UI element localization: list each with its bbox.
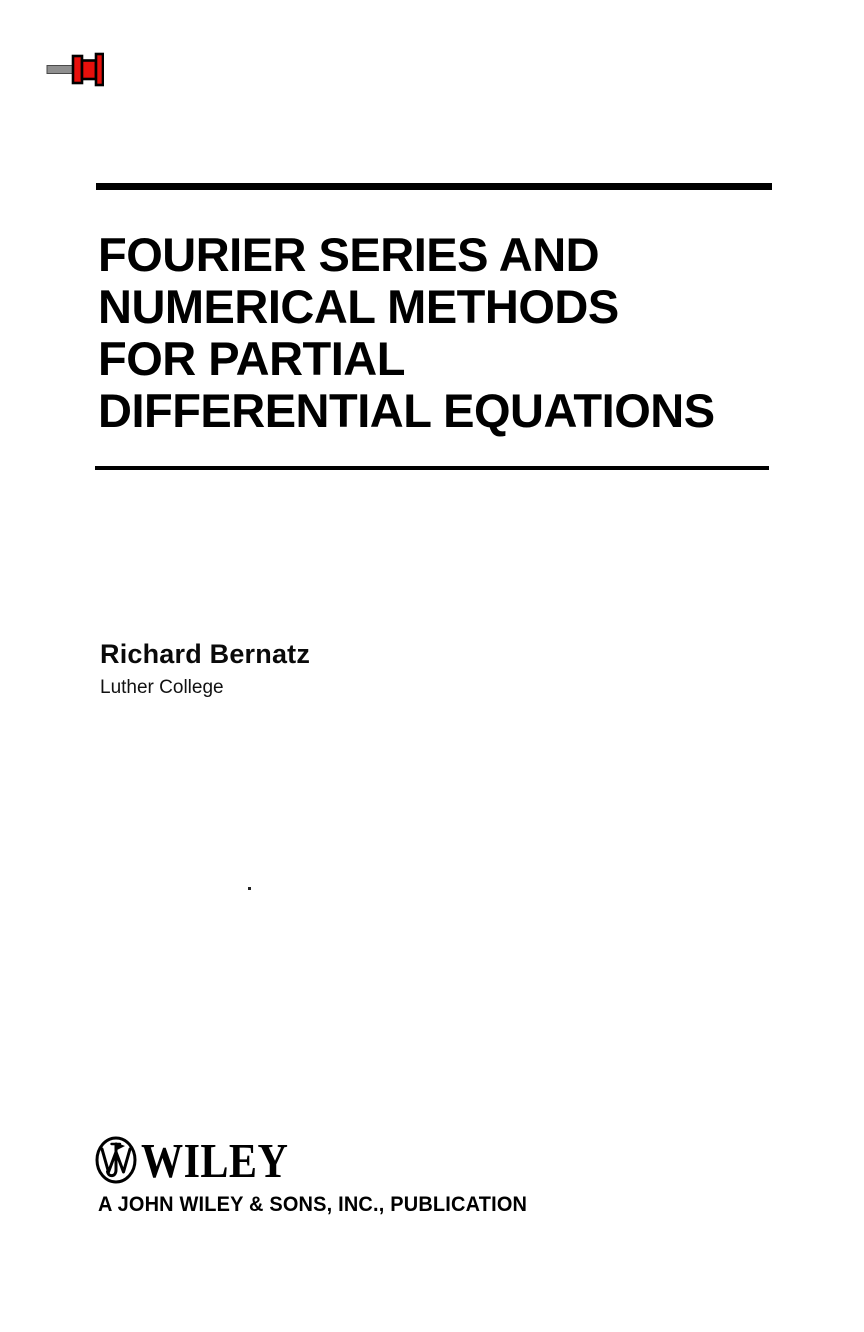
pushpin-icon[interactable] [46,52,104,88]
title-line-4: DIFFERENTIAL EQUATIONS [98,384,715,437]
pushpin-left-flange [73,56,82,83]
divider-rule [95,466,769,470]
top-rule [96,183,772,190]
pushpin-head [96,54,103,85]
book-title [98,229,715,437]
pushpin-grip [82,61,96,80]
author-block [100,639,310,699]
author-affiliation: Luther College [100,677,224,698]
wiley-colophon-icon [94,1135,138,1185]
imprint-line: A JOHN WILEY & SONS, INC., PUBLICATION [98,1193,528,1216]
scan-artifact-dot [248,887,251,890]
title-line-2: NUMERICAL METHODS [98,280,619,333]
title-line-3: FOR PARTIAL [98,332,405,385]
wiley-logo [94,1132,312,1188]
pushpin-needle [47,66,74,74]
author-name: Richard Bernatz [100,639,311,669]
title-line-1: FOURIER SERIES AND [98,228,600,281]
wiley-wordmark: WILEY [141,1132,289,1188]
